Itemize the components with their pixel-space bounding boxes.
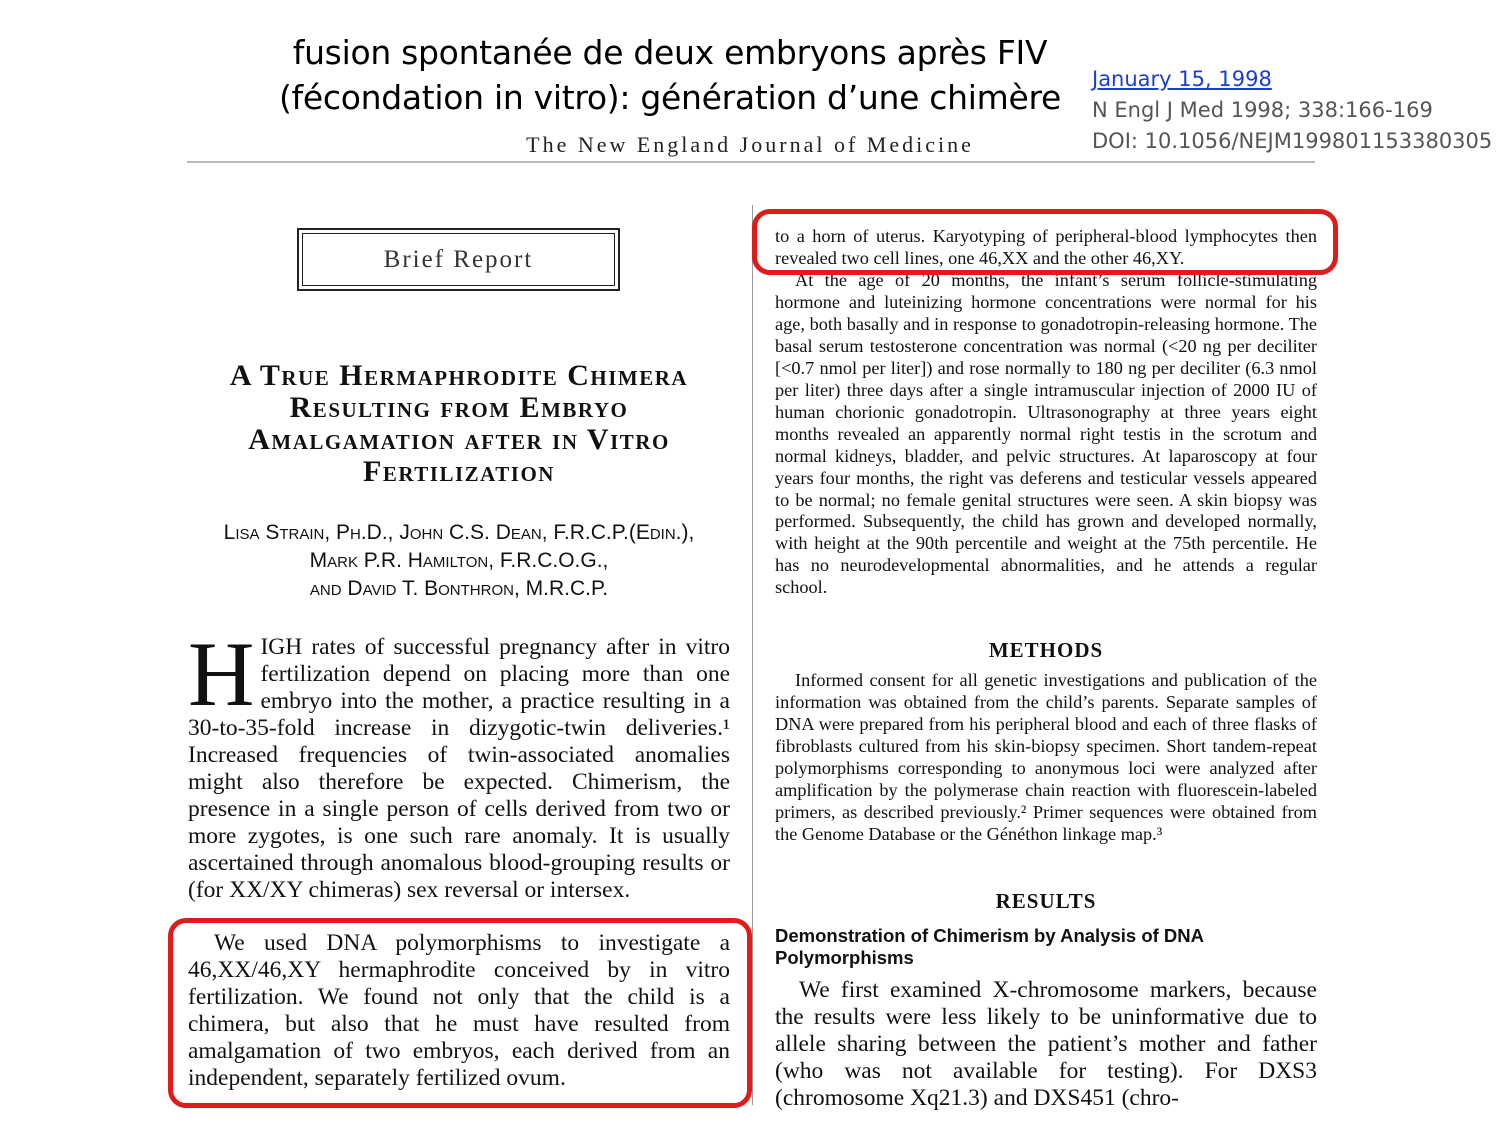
citation-block [1092,64,1492,157]
citation-text: N Engl J Med 1998; 338:166-169 [1092,98,1433,122]
date-link[interactable]: January 15, 1998 [1092,67,1272,91]
header-rule [187,161,1315,163]
methods-paragraph: Informed consent for all genetic investigations and publication of the information was obtained from the child’s parents. Separate samples of DNA were prepared from his peripheral blood and each of three flasks of fibroblasts cultured from his skin-biopsy specimen. Short tandem-repeat polymorphisms corresponding to anonymous loci were analyzed after amplification by the polymerase chain reaction with fluorescein-labeled primers, as described previously.² Primer sequences were obtained from the Genome Database or the Généthon linkage map.³ [775,670,1317,844]
highlight-box-top-right [752,209,1338,275]
author-list [188,519,730,603]
article-title-line: Resulting from Embryo [289,391,629,424]
journal-header: The New England Journal of Medicine [526,132,974,157]
author-line: and David T. Bonthron, M.R.C.P. [309,577,609,600]
section-label: Brief Report [302,233,615,286]
slide-title-line-1: fusion spontanée de deux embryons après FIV [292,33,1048,72]
lead-paragraph-text: IGH rates of successful pregnancy after in vitro fertilization depend on placing more than one embryo into the mother, a practice resulting in a 30-to-35-fold increase in dizygotic-twin deliveries.¹ Increased frequencies of twin-associated anomalies might also therefore be expected. Chimerism, the presence in a single person of cells derived from two or more zygotes, is one such rare anomaly. It is usually ascertained through anomalous blood-grouping results or (for XX/XY chimeras) sex reversal or intersex. [188,634,730,903]
results-heading: RESULTS [995,889,1097,913]
slide-title [250,30,1090,120]
author-line: Lisa Strain, Ph.D., John C.S. Dean, F.R.C.P.(Edin.), [223,521,695,544]
article-title-line: Fertilization [363,455,555,488]
column-divider [752,205,753,1105]
author-line: Mark P.R. Hamilton, F.R.C.O.G., [309,549,609,572]
results-paragraph: We first examined X-chromosome markers, because the results were less likely to be uninformative due to allele sharing between the patient’s mother and father (who was not available for testing). For DXS3 (chromosome Xq21.3) and DXS451 (chro- [775,977,1317,1111]
article-title [188,360,730,488]
methods-heading: METHODS [988,638,1104,662]
drop-cap: H [188,623,255,725]
right-paragraph: At the age of 20 months, the infant’s serum follicle-stimulating hormone and luteinizing hormone concentrations were normal for his age, both basally and in response to gonadotropin-releasing hormone. The basal serum testosterone concentration was normal (<20 ng per deciliter [<0.7 nmol per liter]) and rose normally to 180 ng per deciliter (6.3 nmol per liter) three days after a single intramuscular injection of 2000 IU of human chorionic gonadotropin. Ultrasonography at three years eight months revealed an apparently normal right testis in the scrotum and normal kidneys, bladder, and pelvic structures. At laparoscopy at four years four months, the right vas deferens and testicular vessels appeared to be normal; no female genital structures were seen. A skin biopsy was performed. Subsequently, the child has grown and developed normally, with height at the 90th percentile and weight at the 75th percentile. He has no neurodevelopmental abnormalities, and he attends a regular school. [775,270,1317,598]
lead-paragraph-region [188,623,730,922]
slide-title-line-2: (fécondation in vitro): génération d’une chimère [278,78,1062,117]
highlighted-paragraph: We used DNA polymorphisms to investigate a 46,XX/46,XY hermaphrodite conceived by in vitro fertilization. We found not only that the child is a chimera, but also that he must have resulted from amalgamation of two embryos, each derived from an independent, separately fertilized ovum. [188,930,730,1091]
results-subheading: Demonstration of Chimerism by Analysis of DNA Polymorphisms [775,925,1204,968]
article-title-line: A True Hermaphrodite Chimera [229,359,689,392]
highlight-box-bottom-left [168,918,752,1108]
doi-text: DOI: 10.1056/NEJM199801153380305 [1092,129,1493,153]
right-paragraph-region [775,270,1317,622]
section-label-box [297,228,620,291]
results-paragraph-region [775,977,1317,1111]
right-top-paragraph: to a horn of uterus. Karyotyping of peripheral-blood lymphocytes then revealed two cell lines, one 46,XX and the other 46,XY. [775,226,1317,268]
article-title-line: Amalgamation after in Vitro [248,423,670,456]
lead-paragraph [188,623,730,904]
